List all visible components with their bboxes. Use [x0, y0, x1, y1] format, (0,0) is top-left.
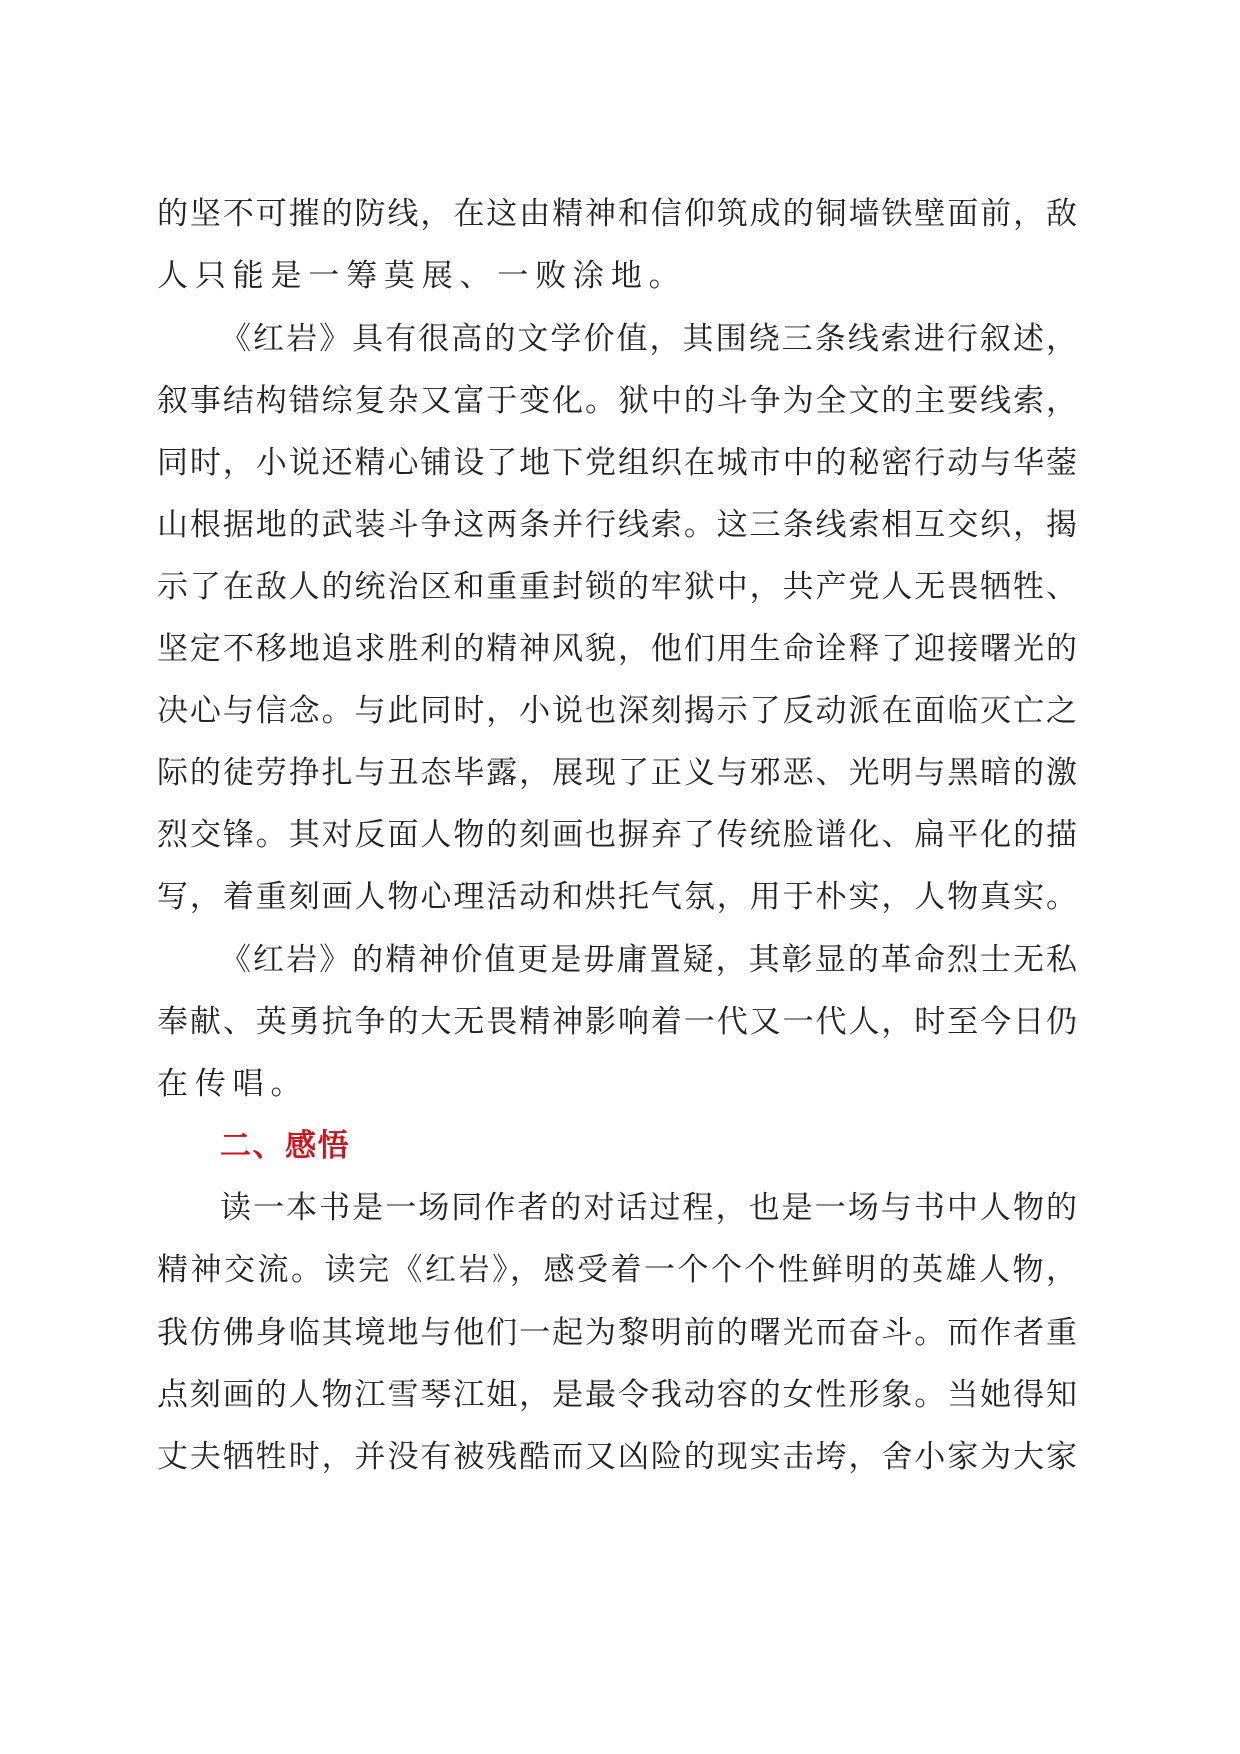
text-line: 人只能是一筹莫展、一败涂地。: [157, 258, 687, 294]
text-line: 烈交锋。其对反面人物的刻画也摒弃了传统脸谱化、扁平化的描: [157, 817, 1077, 853]
text-line: 写，着重刻画人物心理活动和烘托气氛，用于朴实，人物真实。: [157, 879, 1077, 915]
text-line: 山根据地的武装斗争这两条并行线索。这三条线索相互交织，揭: [157, 507, 1077, 543]
text-line: 丈夫牺牲时，并没有被残酷而又凶险的现实击垮，舍小家为大家: [157, 1439, 1077, 1475]
text-line: 读一本书是一场同作者的对话过程，也是一场与书中人物的: [220, 1190, 1077, 1226]
text-line: 《红岩》具有很高的文学价值，其围绕三条线索进行叙述，: [220, 321, 1077, 357]
text-line: 《红岩》的精神价值更是毋庸置疑，其彰显的革命烈士无私: [220, 942, 1077, 978]
text-line: 同时，小说还精心铺设了地下党组织在城市中的秘密行动与华蓥: [157, 445, 1077, 481]
text-line: 坚定不移地追求胜利的精神风貌，他们用生命诠释了迎接曙光的: [157, 631, 1077, 667]
text-line: 示了在敌人的统治区和重重封锁的牢狱中，共产党人无畏牺牲、: [157, 569, 1077, 605]
text-line: 精神交流。读完《红岩》，感受着一个个个性鲜明的英雄人物，: [157, 1252, 1077, 1288]
text-line: 我仿佛身临其境地与他们一起为黎明前的曙光而奋斗。而作者重: [157, 1315, 1077, 1351]
text-line: 在传唱。: [157, 1066, 309, 1102]
text-line: 叙事结构错综复杂又富于变化。狱中的斗争为全文的主要线索，: [157, 383, 1077, 419]
text-line: 点刻画的人物江雪琴江姐，是最令我动容的女性形象。当她得知: [157, 1377, 1077, 1413]
text-line: 的坚不可摧的防线，在这由精神和信仰筑成的铜墙铁壁面前，敌: [157, 196, 1077, 232]
section-heading: 二、感悟: [220, 1128, 351, 1164]
text-line: 决心与信念。与此同时，小说也深刻揭示了反动派在面临灭亡之: [157, 693, 1077, 729]
text-line: 际的徒劳挣扎与丑态毕露，展现了正义与邪恶、光明与黑暗的激: [157, 755, 1077, 791]
text-line: 奉献、英勇抗争的大无畏精神影响着一代又一代人，时至今日仍: [157, 1004, 1077, 1040]
